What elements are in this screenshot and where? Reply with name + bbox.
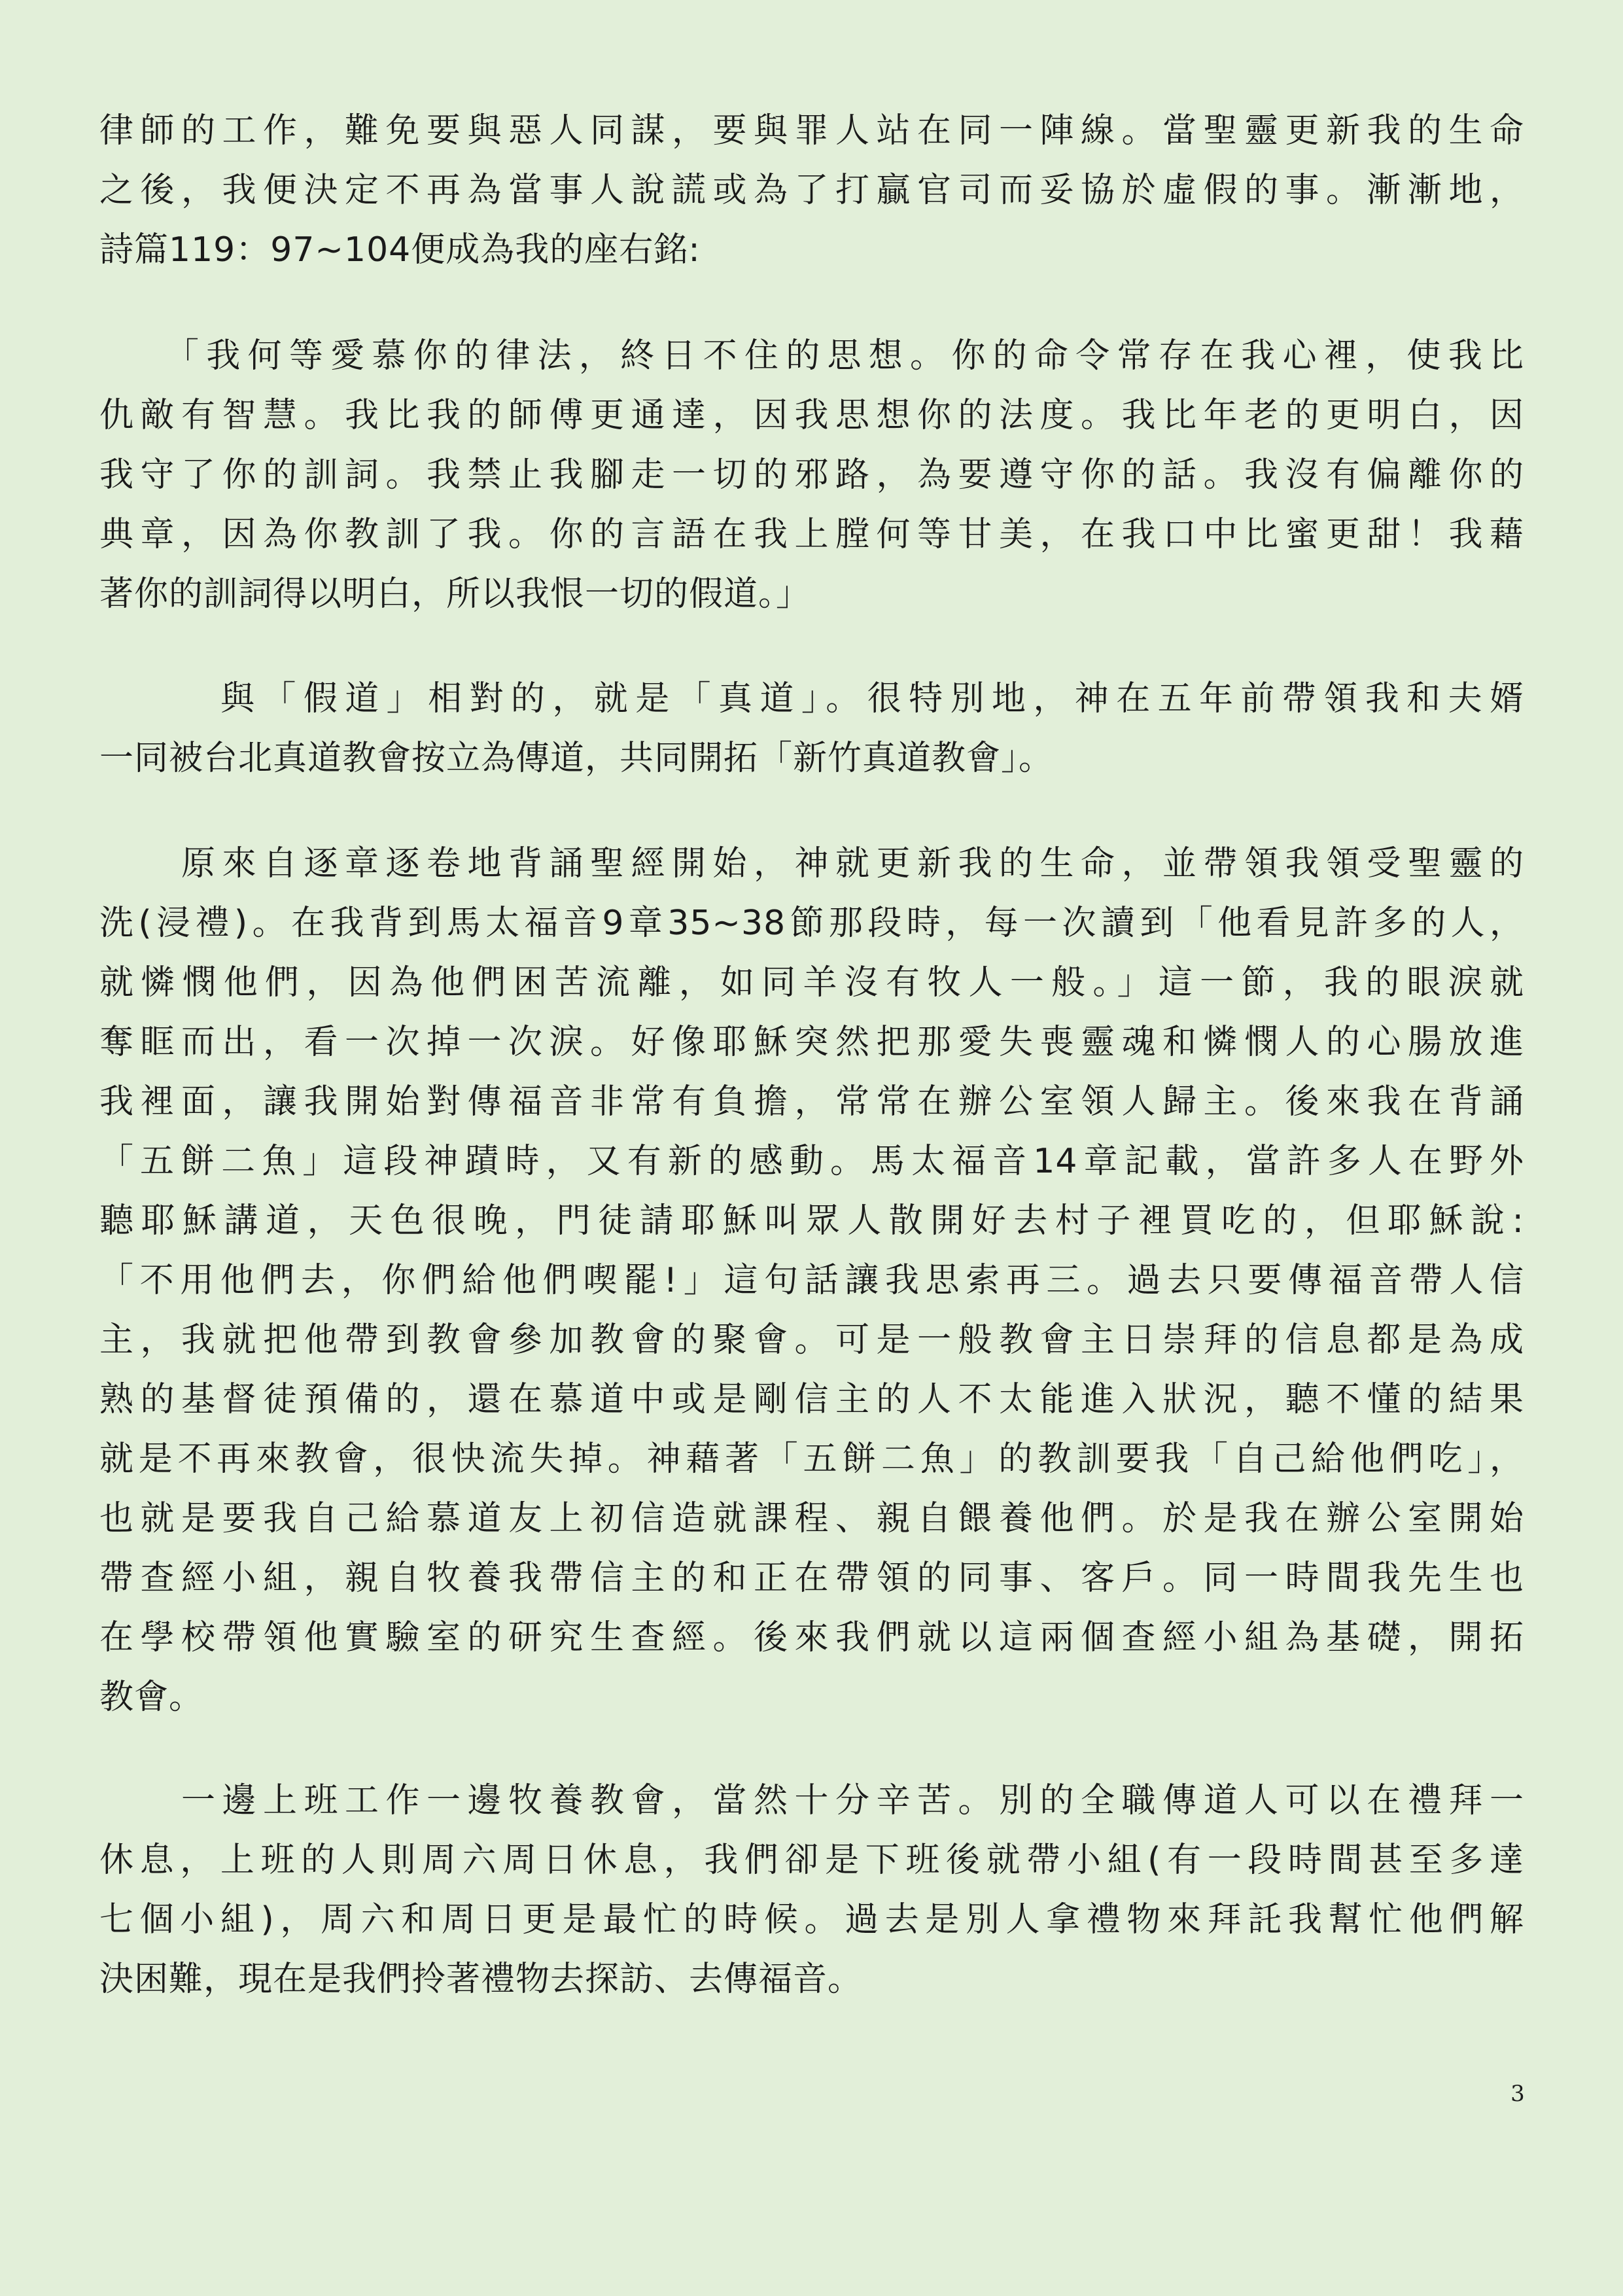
paragraph-line: 律師的工作，難免要與惡人同謀，要與罪人站在同一陣線。當聖靈更新我的生命 — [99, 111, 1524, 150]
paragraph-line: 之後，我便決定不再為當事人說謊或為了打贏官司而妥協於虛假的事。漸漸地， — [99, 171, 1524, 210]
page-number: 3 — [1510, 2081, 1525, 2107]
paragraph-line: 「五餅二魚」這段神蹟時，又有新的感動。馬太福音14章記載，當許多人在野外 — [99, 1142, 1524, 1181]
paragraph-line: 我裡面，讓我開始對傳福音非常有負擔，常常在辦公室領人歸主。後來我在背誦 — [99, 1082, 1524, 1122]
paragraph-line: 聽耶穌講道，天色很晚，門徒請耶穌叫眾人散開好去村子裡買吃的，但耶穌說: — [99, 1201, 1524, 1241]
paragraph-line: 我守了你的訓詞。我禁止我腳走一切的邪路，為要遵守你的話。我沒有偏離你的 — [99, 455, 1524, 495]
paragraph-5 — [99, 1771, 1524, 2009]
paragraph-line: 仇敵有智慧。我比我的師傅更通達，因我思想你的法度。我比年老的更明白，因 — [99, 396, 1524, 435]
paragraph-line: 原來自逐章逐卷地背誦聖經開始，神就更新我的生命，並帶領我領受聖靈的 — [181, 844, 1524, 883]
paragraph-line: 也就是要我自己給慕道友上初信造就課程、親自餵養他們。於是我在辦公室開始 — [99, 1499, 1524, 1538]
paragraph-line: 洗(浸禮)。在我背到馬太福音9章35~38節那段時，每一次讀到「他看見許多的人， — [99, 904, 1524, 943]
paragraph-line: 休息，上班的人則周六周日休息，我們卻是下班後就帶小組(有一段時間甚至多達 — [99, 1841, 1524, 1880]
paragraph-line: 一邊上班工作一邊牧養教會，當然十分辛苦。別的全職傳道人可以在禮拜一 — [181, 1781, 1524, 1820]
paragraph-1 — [99, 101, 1524, 280]
paragraph-line: 帶查經小組，親自牧養我帶信主的和正在帶領的同事、客戶。同一時間我先生也 — [99, 1559, 1524, 1598]
paragraph-line: 與「假道」相對的，就是「真道」。很特別地，神在五年前帶領我和夫婿 — [220, 679, 1524, 718]
paragraph-line: 熟的基督徒預備的，還在慕道中或是剛信主的人不太能進入狀況，聽不懂的結果 — [99, 1380, 1524, 1419]
paragraph-line: 教會。 — [99, 1678, 204, 1717]
paragraph-2-quote — [99, 327, 1524, 624]
paragraph-line: 「不用他們去，你們給他們喫罷!」這句話讓我思索再三。過去只要傳福音帶人信 — [99, 1261, 1524, 1300]
paragraph-line: 典章，因為你教訓了我。你的言語在我上膛何等甘美，在我口中比蜜更甜！我藉 — [99, 515, 1524, 554]
paragraph-line: 「我何等愛慕你的律法，終日不住的思想。你的命令常存在我心裡，使我比 — [165, 336, 1524, 376]
paragraph-line: 七個小組)，周六和周日更是最忙的時候。過去是別人拿禮物來拜託我幫忙他們解 — [99, 1900, 1524, 1939]
paragraph-line: 主，我就把他帶到教會參加教會的聚會。可是一般教會主日崇拜的信息都是為成 — [99, 1320, 1524, 1360]
paragraph-4 — [99, 834, 1524, 1727]
paragraph-line: 詩篇119：97~104便成為我的座右銘: — [99, 230, 701, 270]
paragraph-line: 奪眶而出，看一次掉一次淚。好像耶穌突然把那愛失喪靈魂和憐憫人的心腸放進 — [99, 1023, 1524, 1062]
paragraph-line: 決困難，現在是我們拎著禮物去探訪、去傳福音。 — [99, 1960, 863, 1999]
paragraph-line: 一同被台北真道教會按立為傳道，共同開拓「新竹真道教會」。 — [99, 739, 1054, 778]
paragraph-line: 就憐憫他們，因為他們困苦流離，如同羊沒有牧人一般。」這一節，我的眼淚就 — [99, 963, 1524, 1002]
paragraph-line: 就是不再來教會，很快流失掉。神藉著「五餅二魚」的教訓要我「自己給他們吃」， — [99, 1439, 1524, 1479]
paragraph-3 — [99, 669, 1524, 788]
paragraph-line: 著你的訓詞得以明白，所以我恨一切的假道。」 — [99, 574, 811, 614]
paragraph-line: 在學校帶領他實驗室的研究生查經。後來我們就以這兩個查經小組為基礎，開拓 — [99, 1618, 1524, 1657]
